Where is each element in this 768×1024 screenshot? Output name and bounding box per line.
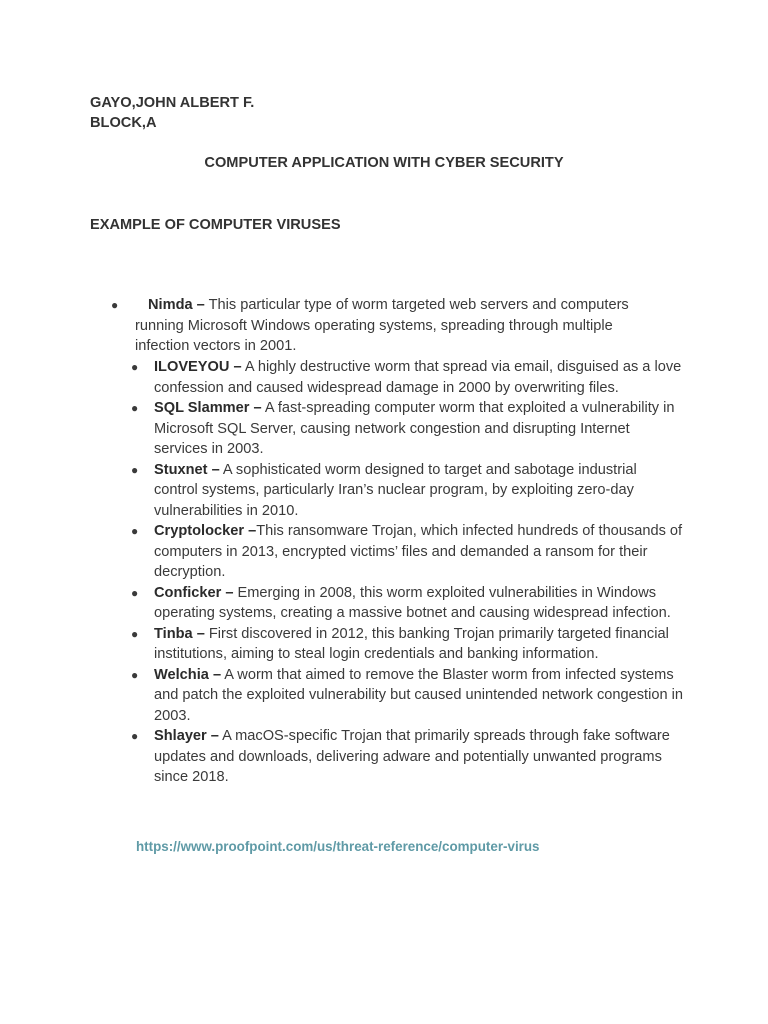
list-item <box>131 583 684 624</box>
bullet-icon: ● <box>111 298 119 312</box>
bullet-icon: ● <box>131 626 139 641</box>
virus-description: A highly destructive worm that spread via email, disguised as a love confession and caused widespread damage in 2000 by overwriting files. <box>154 359 682 396</box>
virus-description: Emerging in 2008, this worm exploited vulnerabilities in Windows operating systems, creating a massive botnet and causing widespread infection. <box>154 584 671 621</box>
virus-description: First discovered in 2012, this banking Trojan primarily targeted financial institutions, aiming to steal login credentials and banking information. <box>154 625 669 662</box>
document-title: COMPUTER APPLICATION WITH CYBER SECURITY <box>204 155 564 171</box>
nimda-line-2: running Microsoft Windows operating systems, spreading through multiple <box>135 317 613 334</box>
list-item <box>131 624 684 665</box>
bullet-icon: ● <box>131 667 139 682</box>
virus-description: A fast-spreading computer worm that exploited a vulnerability in Microsoft SQL Server, causing network congestion and disrupting Internet services in 2003. <box>154 400 675 457</box>
virus-name: Tinba – <box>154 625 205 642</box>
list-item <box>131 521 684 583</box>
bullet-icon: ● <box>131 729 139 743</box>
nimda-line-3: infection vectors in 2001. <box>135 338 297 354</box>
author-name: GAYO,JOHN ALBERT F. <box>90 95 255 111</box>
virus-name: Shlayer – <box>154 728 219 744</box>
section-heading: EXAMPLE OF COMPUTER VIRUSES <box>90 217 341 233</box>
bullet-icon: ● <box>131 360 139 374</box>
list-item <box>131 357 684 398</box>
virus-name: Welchia – <box>154 666 222 683</box>
virus-name: Cryptolocker – <box>154 523 257 539</box>
virus-name: Stuxnet – <box>154 461 220 478</box>
virus-description: A worm that aimed to remove the Blaster worm from infected systems and patch the exploited vulnerability but caused unintended network congestion in 2003. <box>154 666 683 724</box>
virus-name: Conficker – <box>154 584 234 601</box>
list-item <box>131 665 684 727</box>
bullet-icon: ● <box>131 585 139 600</box>
list-item-nimda <box>111 295 671 357</box>
bullet-icon: ● <box>131 401 139 415</box>
virus-description: A sophisticated worm designed to target and sabotage industrial control systems, particularly Iran’s nuclear program, by exploiting zero-day vulnerabilities in 2010. <box>154 461 637 519</box>
virus-description: This ransomware Trojan, which infected hundreds of thousands of computers in 2013, encrypted victims’ files and demanded a ransom for their decryption. <box>154 523 683 580</box>
virus-name: ILOVEYOU – <box>154 359 242 375</box>
list-item <box>131 726 684 788</box>
bullet-icon: ● <box>131 524 139 538</box>
nimda-line-1 <box>111 295 671 316</box>
virus-list <box>131 357 684 788</box>
author-block: BLOCK,A <box>90 115 157 131</box>
virus-description: A macOS-specific Trojan that primarily spreads through fake software updates and downloads, delivering adware and potentially unwanted programs since 2018. <box>154 728 670 785</box>
bullet-icon: ● <box>131 462 139 477</box>
source-link[interactable]: https://www.proofpoint.com/us/threat-reference/computer-virus <box>136 839 540 854</box>
list-item <box>131 398 684 460</box>
virus-description: This particular type of worm targeted web servers and computers <box>204 297 629 313</box>
virus-name: SQL Slammer – <box>154 400 262 416</box>
list-item <box>131 460 684 522</box>
virus-name: Nimda – <box>148 297 205 313</box>
